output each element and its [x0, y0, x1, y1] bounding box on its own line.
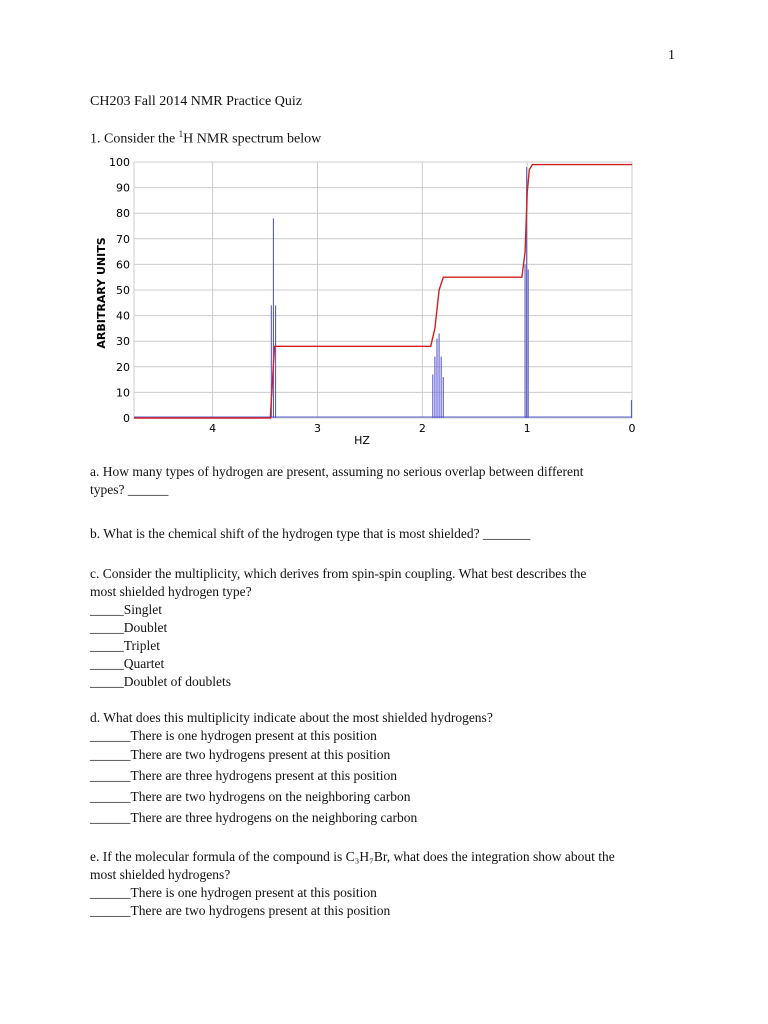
option-d-one-hydrogen[interactable]: ______There is one hydrogen present at this position	[90, 728, 377, 743]
option-quartet[interactable]: _____Quartet	[90, 656, 165, 671]
y-tick-label: 70	[116, 232, 130, 246]
y-tick-label: 10	[116, 386, 130, 400]
question-c	[90, 565, 586, 691]
integral-curve	[134, 165, 632, 418]
question-a-line-1: a. How many types of hydrogen are present, assuming no serious overlap between different	[90, 464, 584, 479]
y-axis-label: ARBITRARY UNITS	[95, 237, 108, 349]
question-e-line-2: most shielded hydrogens?	[90, 867, 231, 882]
y-tick-label: 50	[116, 284, 130, 297]
y-tick-label: 80	[116, 207, 130, 221]
question-d-line-1: d. What does this multiplicity indicate about the most shielded hydrogens?	[90, 710, 493, 725]
x-tick-label: 3	[313, 422, 321, 435]
option-d-two-hydrogens[interactable]: ______There are two hydrogens present at this position	[90, 747, 391, 762]
y-tick-label: 60	[116, 258, 130, 272]
option-e-two-hydrogens[interactable]: ______There are two hydrogens present at this position	[90, 903, 391, 918]
question-a-line-2: types? ______	[90, 482, 169, 497]
question-1	[90, 129, 321, 148]
question-d	[90, 709, 493, 827]
option-doublet[interactable]: _____Doublet	[90, 620, 168, 635]
nmr-spectrum-chart	[86, 150, 646, 450]
y-axis-ticks	[109, 156, 130, 425]
quiz-title: CH203 Fall 2014 NMR Practice Quiz	[90, 94, 302, 109]
x-tick-label: 2	[418, 422, 426, 435]
option-singlet[interactable]: _____Singlet	[90, 602, 163, 617]
x-tick-label: 0	[628, 422, 636, 435]
y-tick-label: 20	[116, 360, 130, 374]
x-axis-label: HZ	[354, 434, 370, 447]
question-b	[90, 525, 530, 543]
question-e-line-1: e. If the molecular formula of the compound is C₃H₇Br, what does the integration show about the	[90, 849, 615, 864]
question-c-line-2: most shielded hydrogen type?	[90, 584, 252, 599]
x-tick-label: 1	[523, 422, 531, 435]
option-d-three-neighboring[interactable]: ______There are three hydrogens on the neighboring carbon	[90, 810, 418, 825]
question-e	[90, 848, 615, 920]
x-axis-ticks	[209, 422, 635, 435]
option-doublet-of-doublets[interactable]: _____Doublet of doublets	[90, 674, 231, 689]
page-number: 1	[668, 48, 675, 63]
option-e-one-hydrogen[interactable]: ______There is one hydrogen present at this position	[90, 885, 377, 900]
y-tick-label: 90	[116, 181, 130, 195]
y-tick-label: 40	[116, 309, 130, 323]
y-tick-label: 0	[123, 412, 130, 425]
question-1-sup: 1	[178, 129, 184, 139]
x-tick-label: 4	[209, 422, 217, 435]
question-1-prefix: 1. Consider the	[90, 131, 179, 147]
chart-grid	[134, 162, 632, 418]
option-d-two-neighboring[interactable]: ______There are two hydrogens on the neighboring carbon	[90, 789, 411, 804]
option-triplet[interactable]: _____Triplet	[90, 638, 161, 653]
question-b-line-1: b. What is the chemical shift of the hydrogen type that is most shielded? _______	[90, 526, 531, 541]
y-tick-label: 100	[109, 156, 130, 169]
spectrum-series	[134, 167, 632, 418]
option-d-three-hydrogens[interactable]: ______There are three hydrogens present at this position	[90, 768, 398, 783]
question-c-line-1: c. Consider the multiplicity, which derives from spin-spin coupling. What best describes the	[90, 566, 587, 581]
question-a	[90, 463, 583, 499]
question-1-suffix: H NMR spectrum below	[183, 131, 322, 147]
y-tick-label: 30	[116, 335, 130, 349]
